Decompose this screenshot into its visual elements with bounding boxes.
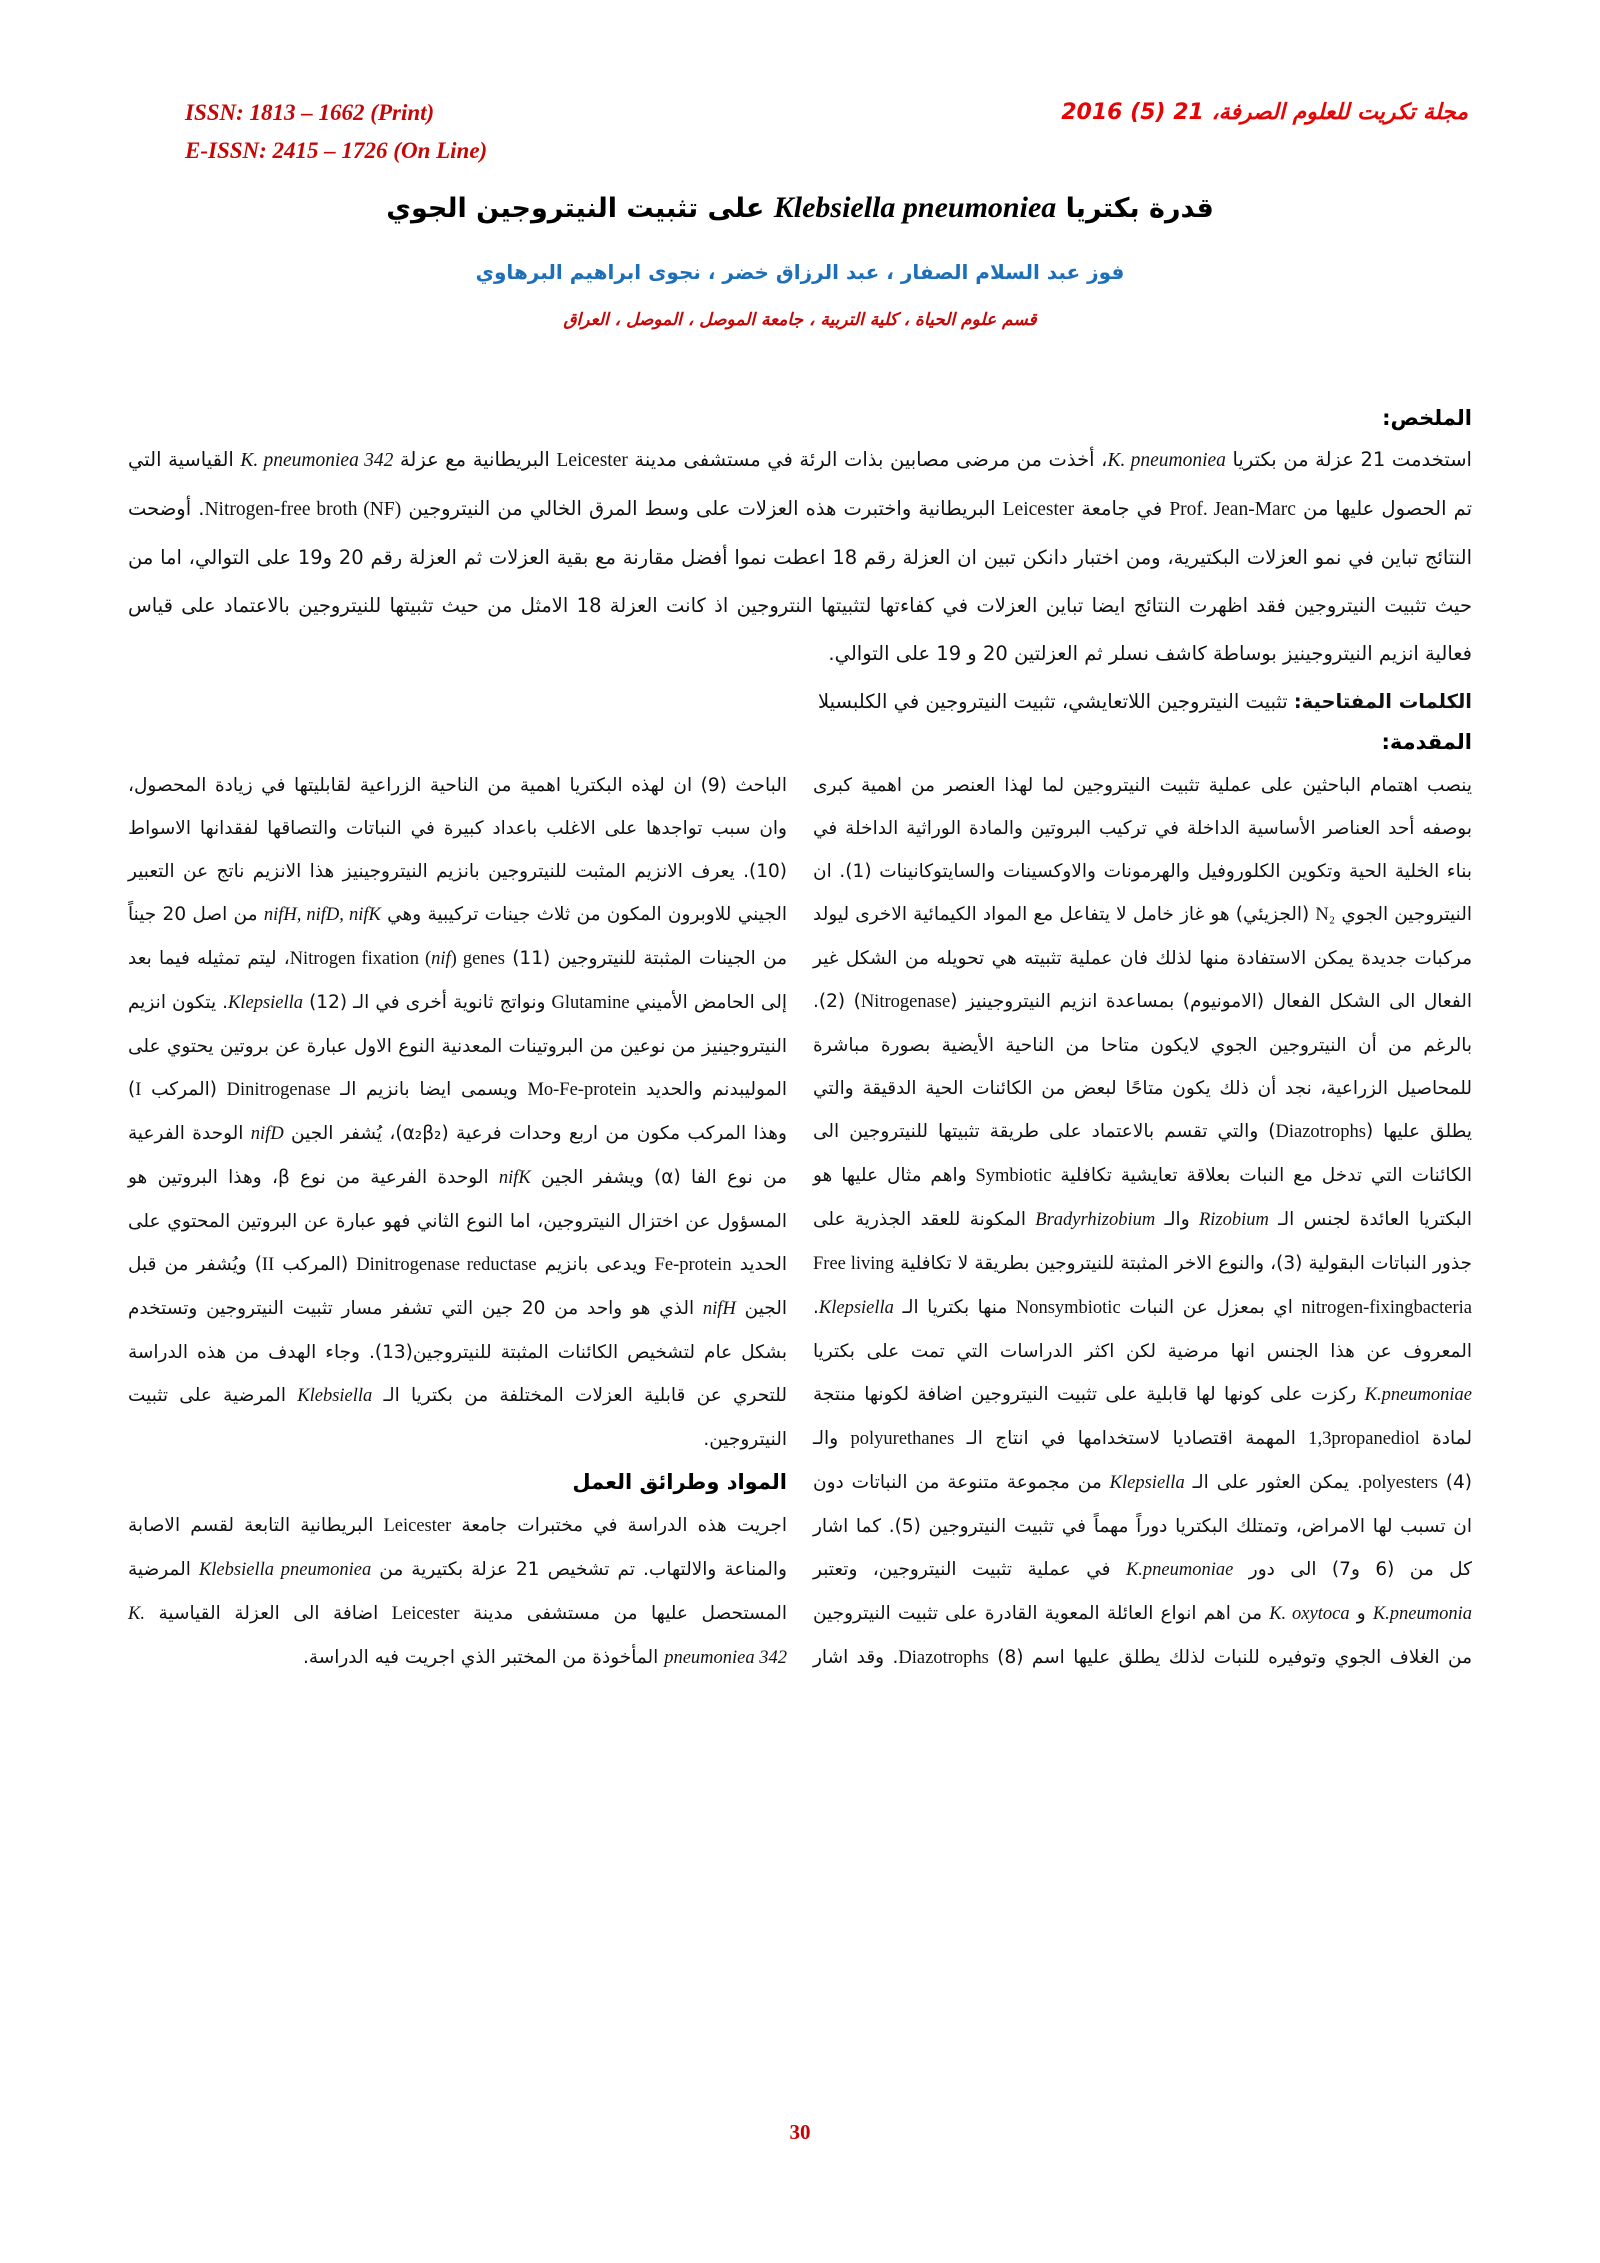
two-column-layout xyxy=(128,764,1472,1680)
column-right xyxy=(813,764,1472,1680)
latin-species-text: Rizobium xyxy=(1198,1210,1269,1230)
introduction-heading: المقدمة: xyxy=(1381,730,1472,754)
latin-text: Free living nitrogen-fixingbacteria xyxy=(813,1254,1472,1318)
arabic-text: من اصل 20 جيناً من الجينات المثبتة للنيتروجين xyxy=(128,904,788,969)
latin-text: Nitrogen-free broth (NF) xyxy=(204,499,402,520)
latin-species-text: K. pneumoniea 342 xyxy=(128,1604,787,1668)
latin-species-text: nif xyxy=(431,949,451,969)
paragraph xyxy=(128,1504,787,1680)
arabic-text: . المعروف عن هذا الجنس انها مرضية لكن اكثر الدراسات التي تمت على بكتريا xyxy=(813,1297,1472,1362)
arabic-text: في جامعة xyxy=(1074,497,1170,520)
keywords-line xyxy=(128,678,1472,726)
abstract-paragraph xyxy=(128,436,1472,678)
arabic-text: ، أخذت من مرضى مصابين بذات الرئة في مستشفى مدينة xyxy=(627,448,1108,471)
keywords-label: الكلمات المفتاحية: xyxy=(1293,690,1472,713)
paragraph xyxy=(813,764,1472,1680)
arabic-text: في عملية تثبيت النيتروجين، وتعتبر xyxy=(813,1559,1126,1580)
arabic-text: و xyxy=(1349,1603,1373,1624)
latin-text: Nitrogenase xyxy=(860,992,951,1012)
issn-block xyxy=(185,94,487,170)
header-journal-name: مجلة تكريت للعلوم الصرفة، 21 (5) 2016 xyxy=(1061,100,1468,125)
arabic-text: (4). يمكن العثور على الـ xyxy=(1184,1472,1472,1493)
arabic-text: المواد وطرائق العمل xyxy=(572,1470,787,1494)
arabic-text: اي بمعزل عن النبات xyxy=(1120,1297,1302,1318)
arabic-text: (11)، ليتم تمثيله فيما بعد إلى الحامض الأميني xyxy=(128,948,788,1013)
latin-text: ) genes xyxy=(450,949,505,969)
latin-species-text: Klepsiella xyxy=(1109,1473,1185,1493)
arabic-text: (الجزيئي) هو غاز خامل لا يتفاعل مع المواد الكيمائية الاخرى ليولد مركبات جديدة يمكن الاستفادة منها لذلك فان عملية تثبيته هي تحويله من الشكل غير الفعال الى الشكل الفعال (الامونيوم) بمساعدة انزيم النيتروجينيز ( xyxy=(813,904,1472,1012)
arabic-text: الباحث (9) ان لهذه البكتريا اهمية من الناحية الزراعية لقابليتها في زيادة المحصول، وان سبب تواجدها على الاغلب باعداد كبيرة في النباتات والتصاقها لفقدانها الاسواط (10). يعرف الانزيم المثبت للنيتروجين بانزيم النيتروجينيز هذا الانزيم ناتج عن التعبير الجيني للاوبرون المكون من ثلاث جينات تركيبية وهي xyxy=(128,775,788,925)
arabic-text: المكونة للعقد الجذرية على جذور النباتات البقولية (3)، والنوع الاخر المثبتة للنيتروجين بطريقة لا تكافلية xyxy=(813,1209,1472,1274)
arabic-text: ويسمى ايضا بانزيم الـ xyxy=(330,1079,528,1100)
page-number: 30 xyxy=(789,2120,811,2144)
arabic-text: ) (2). بالرغم من أن النيتروجين الجوي لايكون متاحا من الناحية الأيضية بصورة مباشرة للمحاصيل الزراعية، نجد أن ذلك يكون متاحًا لبعض من الكائنات الحية الدقيقة والتي يطلق عليها ( xyxy=(813,991,1472,1142)
arabic-text: والـ xyxy=(1155,1209,1199,1230)
latin-species-text: K. oxytoca xyxy=(1269,1604,1350,1624)
latin-text: Prof. Jean-Marc xyxy=(1169,499,1296,520)
affiliation-line: قسم علوم الحياة ، كلية التربية ، جامعة الموصل ، الموصل ، العراق xyxy=(563,310,1037,330)
arabic-text: واهم مثال عليها هو البكتريا العائدة لجنس الـ xyxy=(813,1165,1472,1230)
latin-species-text: nifD xyxy=(250,1124,284,1144)
latin-species-text: Klebsiella pneumoniea xyxy=(198,1560,372,1580)
arabic-text: البريطانية واختبرت هذه العزلات على وسط المرق الخالي من النيتروجين xyxy=(401,497,1003,520)
latin-species-text: Bradyrhizobium xyxy=(1035,1210,1156,1230)
keywords-text: تثبيت النيتروجين اللاتعايشي، تثبيت النيتروجين في الكلبسيلا xyxy=(817,690,1294,713)
latin-species-text: K.pneumonia xyxy=(1372,1604,1472,1624)
latin-text: polyesters xyxy=(1362,1473,1438,1493)
latin-species-text: nifH, nifD, nifK xyxy=(263,905,381,925)
arabic-text: المهمة اقتصاديا لاستخدامها في انتاج الـ xyxy=(954,1428,1309,1449)
arabic-text: البريطانية التابعة لقسم الاصابة والمناعة والالتهاب. تم تشخيص 21 عزلة بكتيرية من xyxy=(128,1515,787,1580)
arabic-text: ينصب اهتمام الباحثين على عملية تثبيت النيتروجين لما لهذا العنصر من اهمية كبرى بوصفه أحد العناصر الأساسية الداخلة في تركيب البروتين والمادة الوراثية الداخلة في بناء الخلية الحية وتكوين الكلوروفيل والهرمونات والاوكسينات والسايتوكانينات (1). ان النيتروجين الجوي xyxy=(813,775,1472,925)
latin-text: Fe-protein xyxy=(654,1255,732,1275)
latin-species-text: K.pneumoniae xyxy=(1125,1560,1234,1580)
latin-text: Nonsymbiotic xyxy=(1015,1298,1121,1318)
latin-species-text: K.pneumoniae xyxy=(1364,1385,1472,1405)
latin-species-text: Klepsiella xyxy=(818,1298,894,1318)
latin-species-text: K. pneumoniea xyxy=(1107,450,1226,471)
arabic-text: الذي هو واحد من 20 جين التي تشفر مسار تثبيت النيتروجين وتستخدم بشكل عام لتشخيص الكائنات المثبتة للنيتروجين(13). وجاء الهدف من هذه الدراسة للتحري عن قابلية العزلات المختلفة من بكتريا الـ xyxy=(128,1298,787,1406)
issn-online: E-ISSN: 2415 – 1726 (On Line) xyxy=(185,137,488,163)
column-left xyxy=(128,764,787,1680)
latin-text: Diazotrophs xyxy=(1275,1122,1366,1142)
arabic-text: المرضية على تثبيت النيتروجين. xyxy=(128,1385,787,1450)
arabic-text: (12). يتكون انزيم النيتروجينيز من نوعين من البروتينات المعدنية النوع الاول عبارة عن بروتين يحتوي على الموليبدنم والحديد xyxy=(128,992,788,1100)
arabic-text: الوحدة الفرعية من نوع الفا (α) ويشفر الجين xyxy=(128,1123,787,1188)
latin-text: Dinitrogenase reductase xyxy=(356,1255,537,1275)
arabic-text: ) وهذا المركب مكون من اربع وحدات فرعية (α₂β₂)، يُشفر الجين xyxy=(128,1079,787,1144)
latin-text: II xyxy=(261,1255,275,1275)
latin-text: Leicester xyxy=(1002,499,1075,520)
latin-species-text: Klebsiella pneumoniea xyxy=(773,191,1057,224)
arabic-text: القياسية التي تم الحصول عليها من xyxy=(128,448,1473,520)
arabic-text: من مجموعة متنوعة من النباتات دون ان تسبب لها الامراض، وتمتلك البكتريا دوراً مهماً في تثبيت النيتروجين (5). كما اشار كل من (6 و7) الى دور xyxy=(813,1472,1473,1580)
paper-title xyxy=(0,188,1600,229)
latin-species-text: nifK xyxy=(498,1168,531,1188)
arabic-text: ونواتج ثانوية أخرى في الـ xyxy=(347,992,552,1013)
article-body xyxy=(128,406,1472,1680)
arabic-text: المأخوذة من المختبر الذي اجريت فيه الدراسة. xyxy=(302,1647,665,1668)
authors-line: فوز عبد السلام الصفار ، عبد الرزاق خضر ، نجوى ابراهيم البرهاوي xyxy=(475,260,1125,284)
arabic-text: ) ويُشفر من قبل الجين xyxy=(128,1254,788,1319)
arabic-text: من اهم انواع العائلة المعوية القادرة على تثبيت النيتروجين من الغلاف الجوي وتوفيره للنبات لذلك يطلق عليها اسم xyxy=(813,1603,1472,1668)
latin-text: Dinitrogenase xyxy=(226,1080,331,1100)
arabic-text: استخدمت 21 عزلة من بكتريا xyxy=(1225,448,1472,471)
latin-species-text: K. pneumoniea 342 xyxy=(240,450,394,471)
latin-text: polyurethanes xyxy=(850,1429,955,1449)
latin-text: Diazotrophs xyxy=(898,1648,989,1668)
latin-text: ‎1,3propanediol xyxy=(1308,1429,1420,1449)
latin-text: Leicester xyxy=(391,1604,460,1624)
arabic-text: منها بكتريا الـ xyxy=(893,1297,1016,1318)
arabic-text: قدرة بكتريا xyxy=(1056,193,1214,224)
latin-text: Nitrogen fixation ( xyxy=(289,949,432,969)
section-heading xyxy=(128,1461,787,1504)
latin-text: Leicester xyxy=(556,450,628,471)
arabic-text: (المركب xyxy=(141,1079,227,1100)
latin-text: Symbiotic xyxy=(975,1166,1052,1186)
arabic-text: على تثبيت النيتروجين الجوي xyxy=(386,193,774,224)
arabic-text: الوحدة الفرعية من نوع β، وهذا البروتين هو المسؤول عن اختزال النيتروجين، اما النوع الثاني فهو عبارة عن البروتين المحتوي على الحديد xyxy=(128,1167,787,1275)
latin-text: Glutamine xyxy=(551,993,630,1013)
latin-text: Mo-Fe-protein xyxy=(527,1080,637,1100)
arabic-text: والـ xyxy=(813,1428,851,1449)
latin-text: I xyxy=(135,1080,142,1100)
arabic-text: البريطانية مع عزلة xyxy=(393,448,557,471)
arabic-text: اضافة الى العزلة القياسية xyxy=(144,1603,392,1624)
latin-text: Leicester xyxy=(383,1516,452,1536)
abstract-heading: الملخص: xyxy=(1382,406,1472,430)
arabic-text: ركزت على كونها لها قابلية على تثبيت النيتروجين اضافة لكونها منتجة لمادة xyxy=(813,1384,1472,1449)
arabic-text: (المركب xyxy=(274,1254,357,1275)
arabic-text: . أوضحت النتائج تباين في نمو العزلات البكتيرية، ومن اختبار دانكن تبين ان العزلة رقم 18 اعطت نموا أفضل مقارنة مع بقية العزلات ثم العزلة رقم 20 و19 على التوالي، اما من حيث تثبيت النيتروجين فقد اظهرت النتائج ايضا تباين العزلات في كفاءتها لتثبيتها النتروجين اذ كانت العزلة 18 الامثل من حيث تثبيتها للنيتروجين بالاعتماد على قياس فعالية انزيم النيتروجينيز بوساطة كاشف نسلر ثم العزلتين 20 و 19 على التوالي. xyxy=(128,497,1472,665)
latin-text: N₂ xyxy=(1315,905,1336,925)
arabic-text: ويدعى بانزيم xyxy=(536,1254,655,1275)
arabic-text: اجريت هذه الدراسة في مختبرات جامعة xyxy=(451,1515,787,1536)
latin-species-text: nifH xyxy=(702,1299,736,1319)
paragraph xyxy=(128,764,787,1461)
arabic-text: ) والتي تقسم بالاعتماد على طريقة تثبيتها للنيتروجين الى الكائنات التي تدخل مع النبات بعلاقة تعايشية تكافلية xyxy=(813,1121,1472,1186)
latin-species-text: Klebsiella xyxy=(297,1386,373,1406)
arabic-text: المرضية المستحصل عليها من مستشفى مدينة xyxy=(128,1559,787,1624)
arabic-text: (8). وقد اشار xyxy=(813,1647,1024,1668)
latin-species-text: Klepsiella xyxy=(228,993,304,1013)
issn-print: ISSN: 1813 – 1662 (Print) xyxy=(185,100,435,125)
